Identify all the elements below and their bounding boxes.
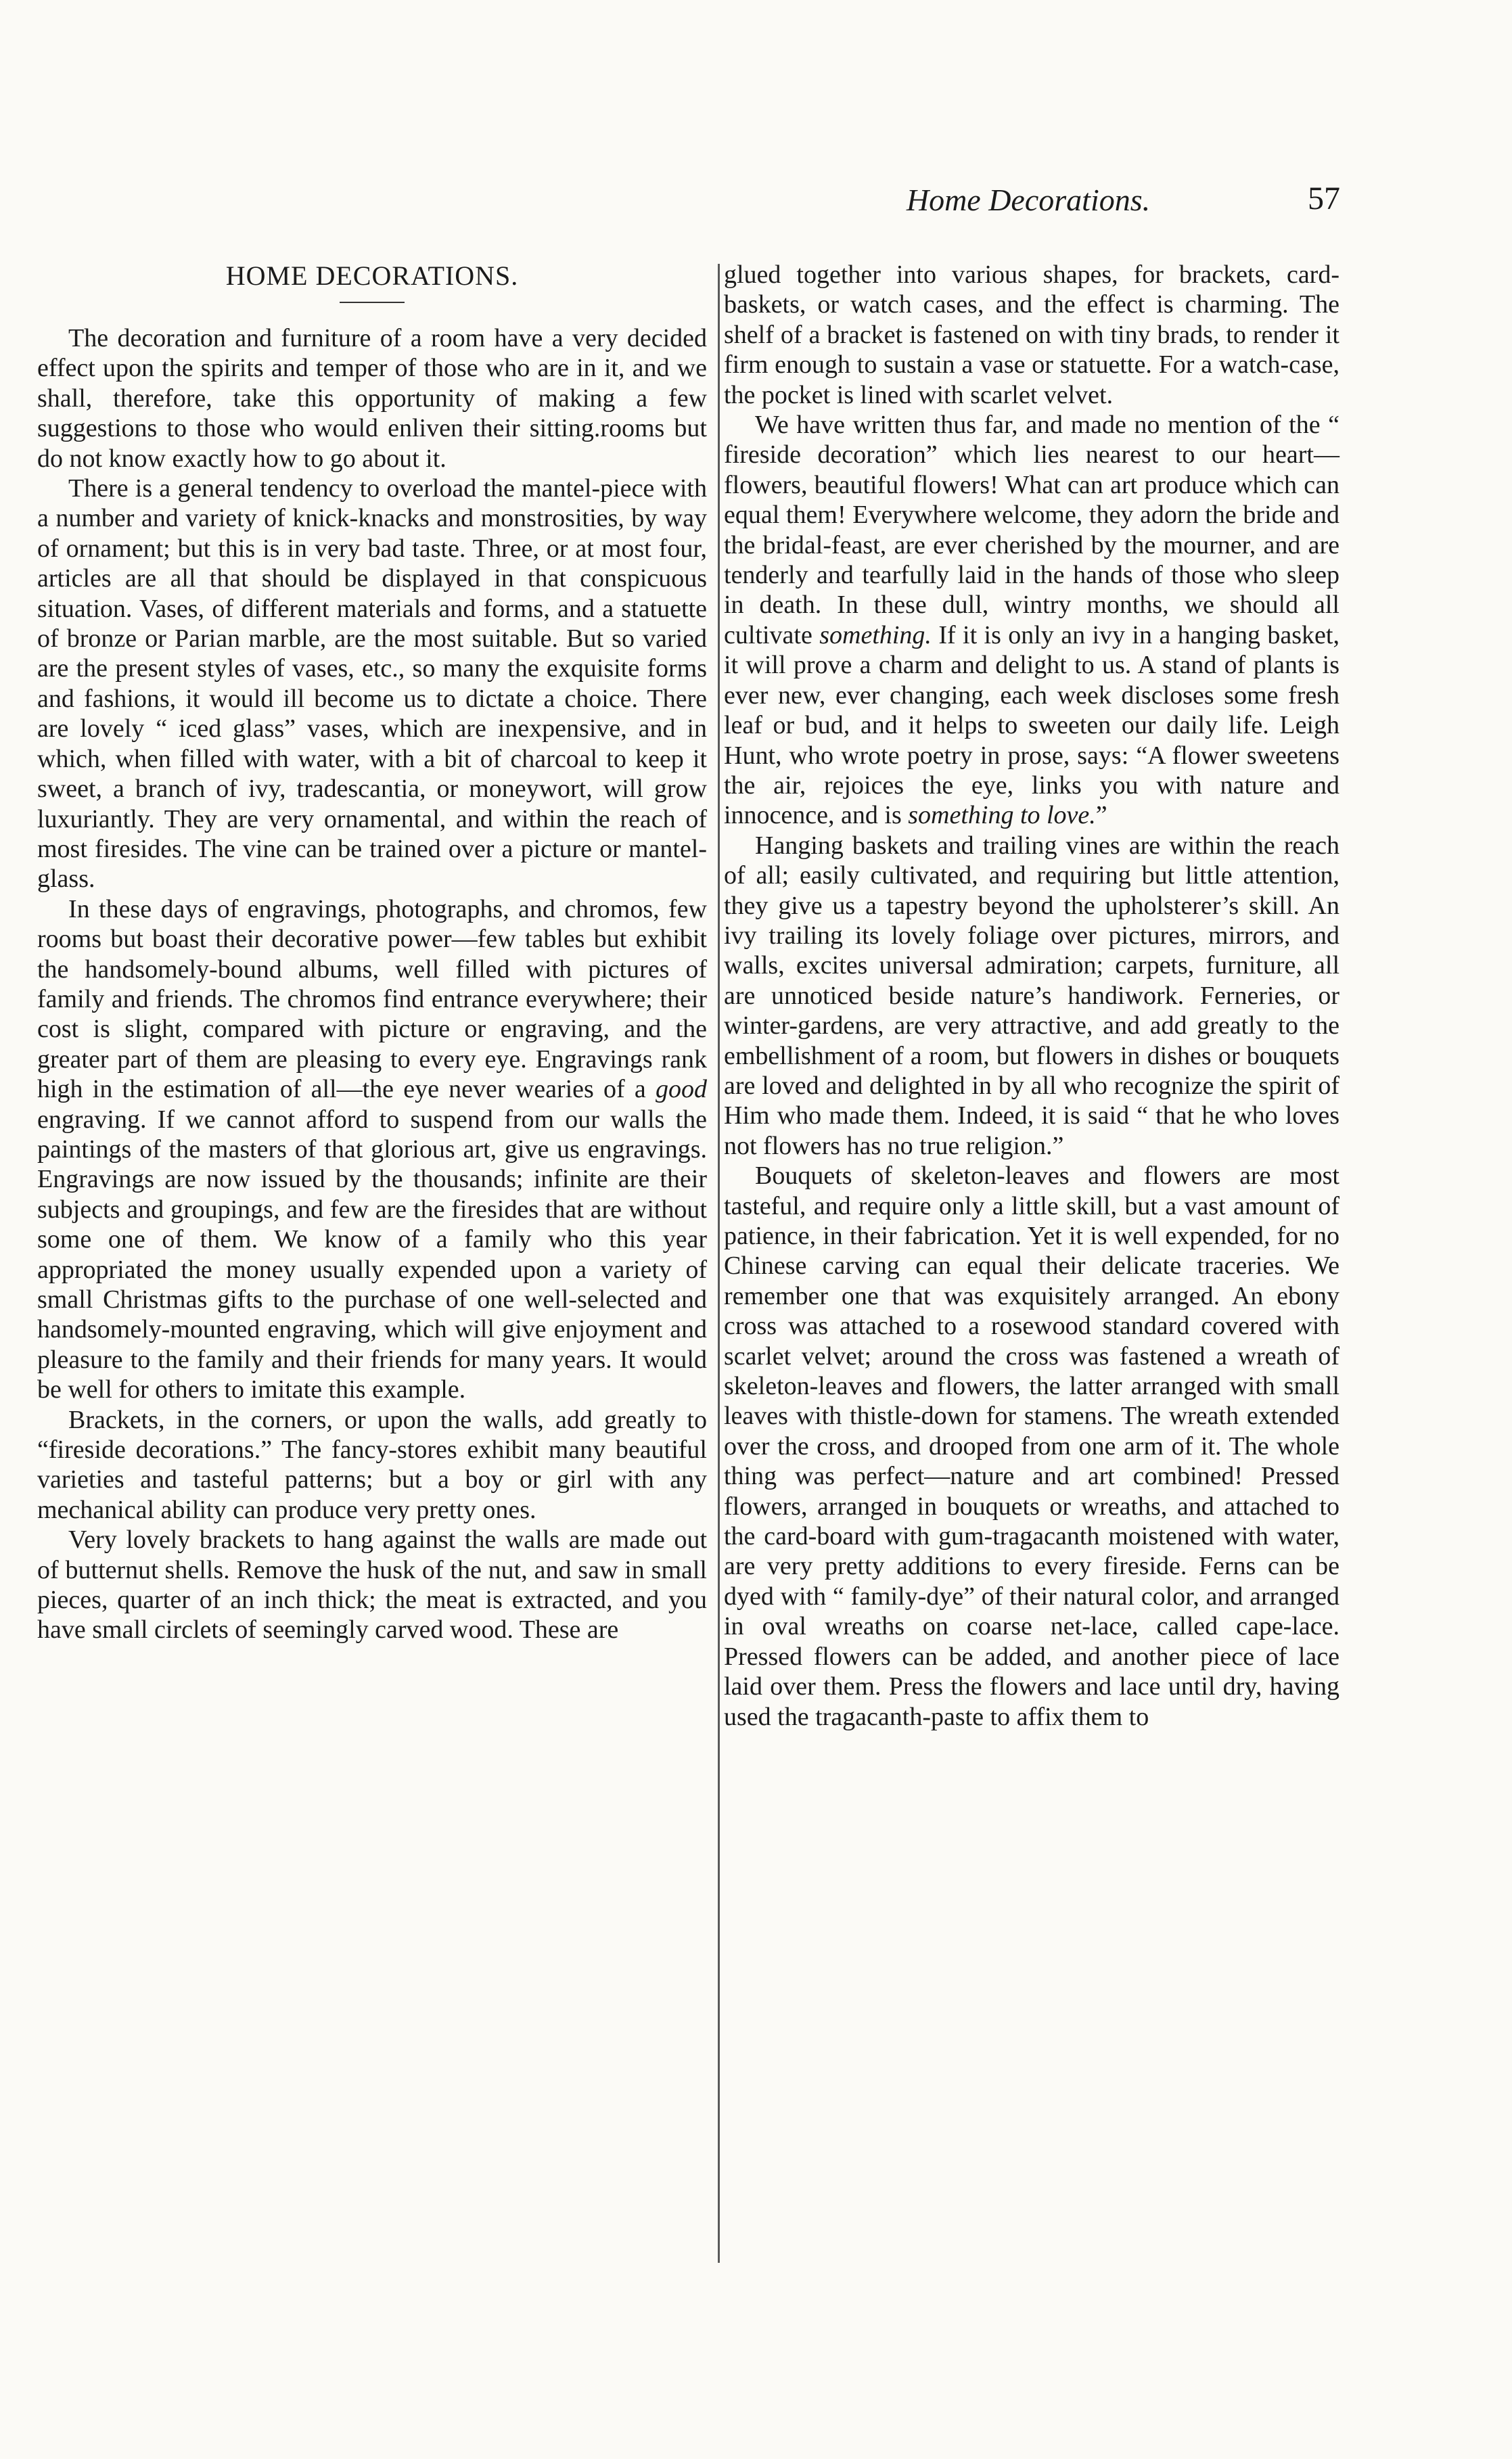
emphasis: something to love. — [908, 801, 1096, 830]
paragraph: Hanging baskets and trailing vines are within the reach of all; easily cultivated, and requiring but little attention, they give us a tapestry beyond the upholsterer’s skill. An ivy trailing its lovely foliage over pictures, mirrors, and walls, excites universal admiration; carpets, furniture, all are unnoticed beside nature’s handiwork. Ferneries, or winter-gardens, are very attractive, and add greatly to the embellishment of a room, but flowers in dishes or bouquets are loved and delighted in by all who recognize the spirit of Him who made them. Indeed, it is said “ that he who loves not flowers has no true religion.” — [724, 831, 1339, 1160]
paragraph: glued together into various shapes, for brackets, card-baskets, or watch cases, and the effect is charming. The shelf of a bracket is fastened on with tiny brads, to render it firm enough to sustain a vase or statuette. For a watch-case, the pocket is lined with scarlet velvet. — [724, 260, 1339, 409]
text-run: engraving. If we cannot afford to suspend from our walls the paintings of the masters of that glorious art, give us engravings. Engravings are now issued by the thousands; infinite are their subjects and groupings, and few are the firesides that are without some one of them. We know of a family who this year appropriated the money usually expended upon a variety of small Christmas gifts to the purchase of one well-selected and handsomely-mounted engraving, which will give enjoyment and pleasure to the family and their friends for many years. It would be well for others to imitate this example. — [37, 1105, 707, 1404]
text-run: ” — [1095, 801, 1107, 830]
left-column — [37, 260, 707, 1645]
page-number: 57 — [1308, 181, 1340, 216]
paragraph — [37, 894, 707, 1405]
emphasis: something. — [819, 620, 932, 649]
article-title: HOME DECORATIONS. — [225, 260, 519, 291]
emphasis: good — [656, 1075, 707, 1104]
text-run: If it is only an ivy in a hanging basket, it will prove a charm and delight to us. A stand of plants is ever new, ever changing, each week discloses some fresh leaf or bud, and it helps to sweeten our daily life. Leigh Hunt, who wrote poetry in prose, says: “A flower sweetens the air, rejoices the eye, links you with nature and innocence, and is — [724, 620, 1339, 830]
paragraph: The decoration and furniture of a room have a very decided effect upon the spirits and temper of those who are in it, and we shall, therefore, take this opportunity of making a few suggestions to those who would enliven their sitting.rooms but do not know exactly how to go about it. — [37, 324, 707, 473]
running-title: Home Decorations. — [906, 183, 1151, 217]
right-column — [724, 260, 1339, 1732]
paragraph: Brackets, in the corners, or upon the walls, add greatly to “fireside decorations.” The fancy-stores exhibit many beautiful varieties and tasteful patterns; but a boy or girl with any mechanical ability can produce very pretty ones. — [37, 1405, 707, 1524]
paragraph: There is a general tendency to overload the mantel-piece with a number and variety of knick-knacks and monstrosities, by way of ornament; but this is in very bad taste. Three, or at most four, articles are all that should be displayed in that conspicuous situation. Vases, of different materials and forms, and a statuette of bronze or Parian marble, are the most suitable. But so varied are the present styles of vases, etc., so many the exquisite forms and fashions, it would ill become us to dictate a choice. There are lovely “ iced glass” vases, which are inexpensive, and in which, when filled with water, with a bit of charcoal to keep it sweet, a branch of ivy, tradescantia, or moneywort, will grow luxuriantly. They are very ornamental, and within the reach of most firesides. The vine can be trained over a picture or mantel-glass. — [37, 474, 707, 894]
paragraph — [724, 410, 1339, 831]
column-divider — [718, 264, 720, 2263]
text-run: In these days of engravings, photographs, and chromos, few rooms but boast their decorative power—few tables but exhibit the handsomely-bound albums, well filled with pictures of family and friends. The chromos find entrance everywhere; their cost is slight, compared with picture or engraving, and the greater part of them are pleasing to every eye. Engravings rank high in the estimation of all—the eye never wearies of a — [37, 894, 707, 1104]
text-run: We have written thus far, and made no mention of the “ fireside decoration” which lies nearest to our heart—flowers, beautiful flowers! What can art produce which can equal them! Everywhere welcome, they adorn the bride and the bridal-feast, are ever cherished by the mourner, and are tenderly and tearfully laid in the hands of those who sleep in death. In these dull, wintry months, we should all cultivate — [724, 411, 1339, 649]
title-rule — [340, 302, 405, 303]
paragraph: Bouquets of skeleton-leaves and flowers are most tasteful, and require only a little skill, but a vast amount of patience, in their fabrication. Yet it is well expended, for no Chinese carving can equal their delicate traceries. We remember one that was exquisitely arranged. An ebony cross was attached to a rosewood standard covered with scarlet velvet; around the cross was fastened a wreath of skeleton-leaves and flowers, the latter arranged with small leaves with thistle-down for stamens. The wreath extended over the cross, and drooped from one arm of it. The whole thing was perfect—nature and art combined! Pressed flowers, arranged in bouquets or wreaths, and attached to the card-board with gum-tragacanth moistened with water, are very pretty additions to every fireside. Ferns can be dyed with “ family-dye” of their natural color, and arranged in oval wreaths on coarse net-lace, called cape-lace. Pressed flowers can be added, and another piece of lace laid over them. Press the flowers and lace until dry, having used the tragacanth-paste to affix them to — [724, 1162, 1339, 1731]
paragraph: Very lovely brackets to hang against the walls are made out of butternut shells. Remove the husk of the nut, and saw in small pieces, quarter of an inch thick; the meat is extracted, and you have small circlets of seemingly carved wood. These are — [37, 1525, 707, 1645]
